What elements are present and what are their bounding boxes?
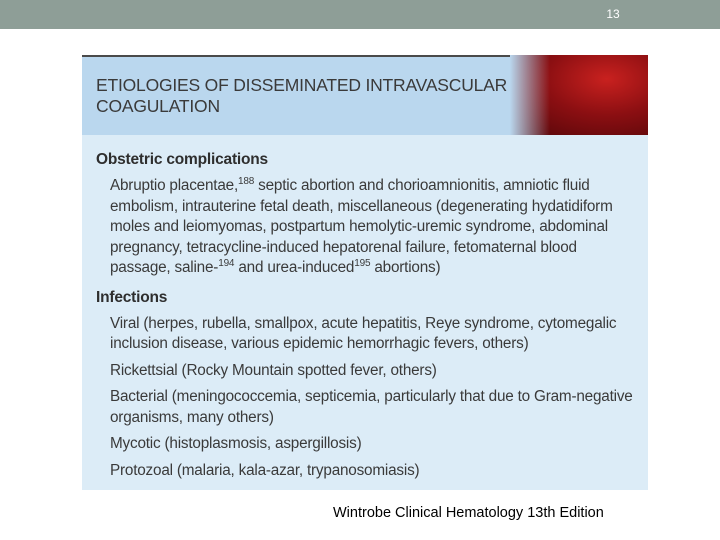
item-text: Protozoal (malaria, kala-azar, trypanosomiasis) (110, 461, 420, 479)
item-text: Bacterial (meningococcemia, septicemia, particularly that due to Gram-negative organisms, many others) (110, 388, 633, 426)
section-heading: Infections (96, 288, 168, 306)
table-header (82, 55, 648, 135)
item-text: Mycotic (histoplasmosis, aspergillosis) (110, 435, 362, 452)
reference-superscript: 188 (238, 175, 255, 187)
list-item (110, 314, 636, 355)
item-text: Rickettsial (Rocky Mountain spotted fever, others) (110, 361, 437, 379)
source-citation: Wintrobe Clinical Hematology 13th Edition (333, 505, 604, 521)
section-heading: Obstetric complications (96, 151, 268, 168)
list-item (110, 387, 636, 428)
top-bar (0, 0, 720, 29)
table-title: ETIOLOGIES OF DISSEMINATED INTRAVASCULAR COAGULATION (96, 75, 508, 116)
slide-number: 13 (606, 7, 620, 21)
item-text: Abruptio placentae, (110, 177, 239, 194)
list-item (110, 461, 636, 482)
list-item (110, 176, 636, 279)
blood-cells-image (510, 55, 648, 135)
item-text: abortions) (370, 259, 441, 276)
list-item (110, 434, 636, 455)
section-1 (96, 289, 636, 482)
item-text: septic abortion and chorioamnionitis, amniotic fluid embolism, intrauterine fetal death, miscellaneous (degenerating hydatidiform moles and leiomyomas, postpartum hemolytic-uremic syndrome, abdominal pregnancy, tetracycline-induced hepatorenal failure, fetomaternal blood passage, saline- (110, 177, 613, 276)
etiology-table-image (82, 55, 648, 490)
item-text: and urea-induced (234, 259, 355, 276)
table-body (96, 151, 636, 487)
reference-superscript: 194 (218, 257, 235, 269)
section-0 (96, 151, 636, 279)
list-item (110, 361, 636, 382)
item-text: Viral (herpes, rubella, smallpox, acute hepatitis, Reye syndrome, cytomegalic inclusion disease, various epidemic hemorrhagic fevers, others) (110, 314, 617, 352)
reference-superscript: 195 (354, 257, 371, 269)
